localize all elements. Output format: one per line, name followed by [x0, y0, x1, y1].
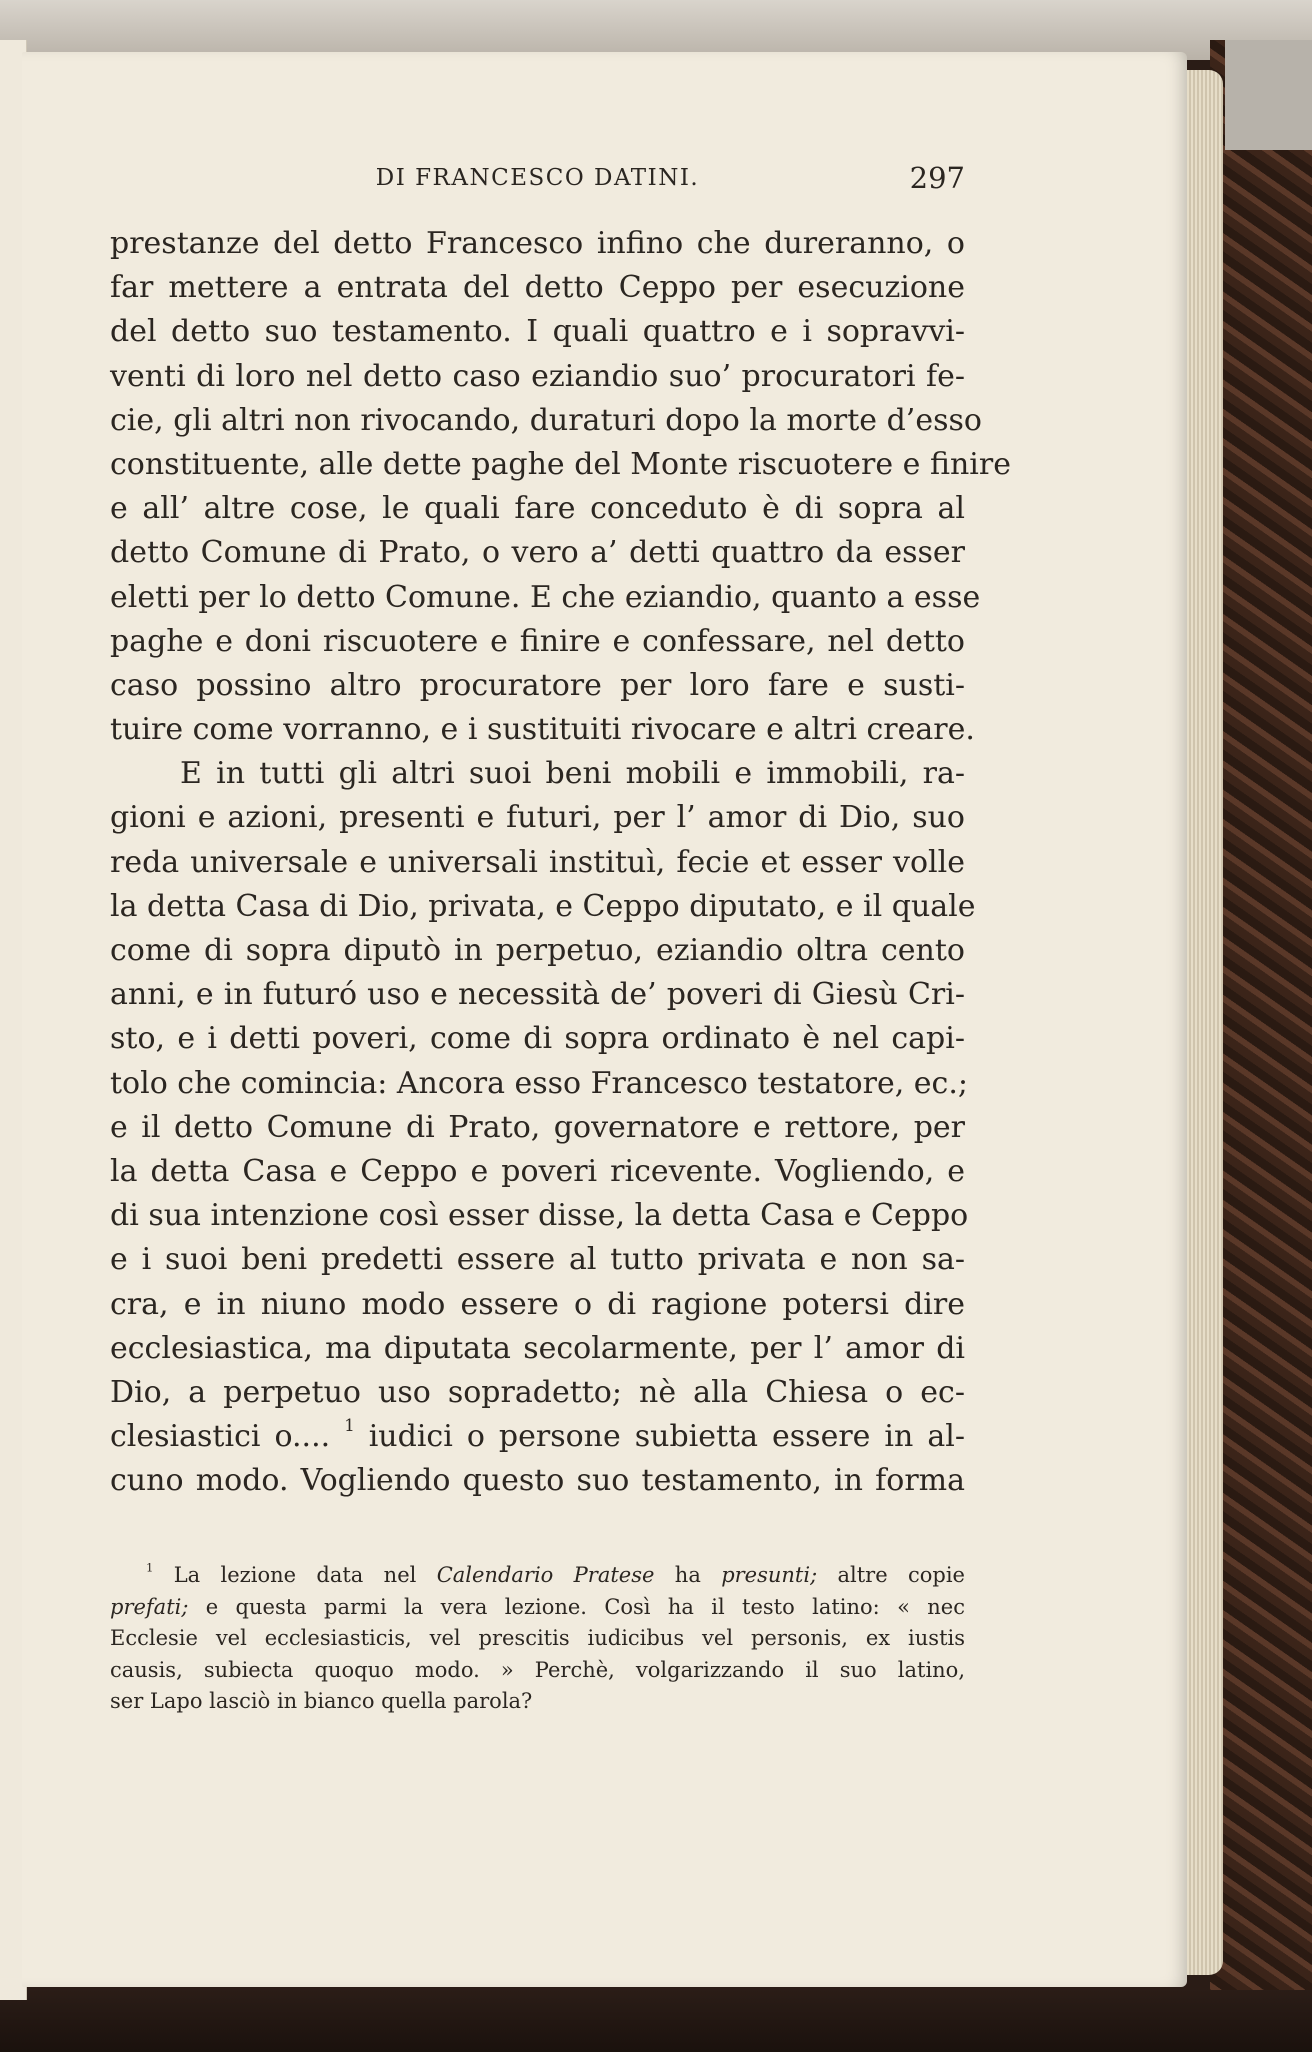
footnote-text: altre copie [817, 1563, 965, 1587]
book-corner-cloth [1225, 40, 1312, 150]
text-line: Dio, a perpetuo uso sopradetto; nè alla Chiesa o ec- [110, 1374, 965, 1410]
text-line-with-footnote-ref [110, 1415, 965, 1459]
text-line: come di sopra diputò in perpetuo, eziandio oltra cento [110, 933, 965, 968]
text-line: gioni e azioni, presenti e futuri, per l’ amor di Dio, suo [110, 800, 965, 836]
text-line: far mettere a entrata del detto Ceppo per esecuzione [110, 270, 965, 306]
text-line: cra, e in niuno modo essere o di ragione potersi dire [110, 1286, 965, 1322]
footnote-line: causis, subiecta quoquo modo. » Perchè, volgarizzando il suo latino, [110, 1657, 965, 1682]
text-line: venti di loro nel detto caso eziandio suo’ procuratori fe- [110, 358, 965, 394]
text-line: constituente, alle dette paghe del Monte riscuotere e finire [110, 446, 1011, 482]
text-segment: iudici o persone subietta essere in al- [368, 1419, 965, 1455]
text-line: cuno modo. Vogliendo questo suo testamento, in forma [110, 1463, 965, 1499]
footnote-text: La lezione data nel [173, 1563, 437, 1587]
footnote-italic-word: prefati; [110, 1594, 189, 1619]
book-board-marbled [1210, 40, 1312, 2000]
running-title: DI FRANCESCO DATINI. [375, 165, 700, 191]
text-line: e all’ altre cose, le quali fare conceduto è di sopra al [110, 491, 965, 527]
footnotes [110, 1560, 965, 1718]
running-head [110, 161, 965, 205]
text-line: reda universale e universali instituì, fecie et esser volle [110, 844, 965, 880]
footnote-italic-word: presunti; [721, 1563, 818, 1587]
text-line: tolo che comincia: Ancora esso Francesco testatore, ec.; [110, 1065, 968, 1101]
text-line: anni, e in futuró uso e necessità de’ poveri di Giesù Cri- [110, 977, 965, 1013]
text-line: ecclesiastica, ma diputata secolarmente, per l’ amor di [110, 1330, 965, 1366]
text-line: caso possino altro procuratore per loro fare e susti- [110, 667, 965, 703]
text-line: eletti per lo detto Comune. E che eziandio, quanto a esse [110, 579, 981, 615]
footnote-line [110, 1560, 965, 1592]
text-line: e i suoi beni predetti essere al tutto privata e non sa- [110, 1242, 965, 1278]
text-line: cie, gli altri non rivocando, duraturi dopo la morte d’esso [110, 402, 982, 438]
text-line: tuire come vorranno, e i sustituiti rivocare e altri creare. [110, 712, 975, 748]
footnote-text: e questa parmi la vera lezione. Così ha il testo latino: « nec [188, 1594, 965, 1619]
book-cover-top [0, 0, 1312, 60]
text-line: del detto suo testamento. I quali quattro e i sopravvi- [110, 314, 965, 350]
footnote-marker: 1 [146, 1560, 154, 1575]
footnote-line: Ecclesie vel ecclesiasticis, vel prescitis iudicibus vel personis, ex iustis [110, 1626, 965, 1650]
text-segment: clesiastici o.... [110, 1419, 331, 1455]
text-line: e il detto Comune di Prato, governatore e rettore, per [110, 1109, 965, 1145]
text-line: detto Comune di Prato, o vero a’ detti quattro da esser [110, 535, 965, 571]
text-line: prestanze del detto Francesco infino che dureranno, o [110, 226, 965, 261]
text-line: la detta Casa e Ceppo e poveri ricevente. Vogliendo, e [110, 1153, 965, 1189]
footnote-text: ha [654, 1563, 722, 1587]
book-cover-bottom [0, 1990, 1312, 2052]
footnote-line [110, 1592, 965, 1624]
footnote-reference[interactable]: 1 [344, 1416, 355, 1436]
page-number: 297 [909, 161, 965, 195]
text-line: di sua intenzione così esser disse, la detta Casa e Ceppo [110, 1198, 969, 1234]
text-line: paghe e doni riscuotere e finire e confessare, nel detto [110, 623, 965, 659]
footnote-line: ser Lapo lasciò in bianco quella parola? [110, 1689, 533, 1713]
body-text [110, 222, 1011, 1503]
text-line: la detta Casa di Dio, privata, e Ceppo diputato, e il quale [110, 888, 976, 924]
text-line: sto, e i detti poveri, come di sopra ordinato è nel capi- [110, 1021, 965, 1057]
text-line: E in tutti gli altri suoi beni mobili e immobili, ra- [180, 756, 965, 792]
footnote-italic-title: Calendario Pratese [436, 1563, 655, 1587]
